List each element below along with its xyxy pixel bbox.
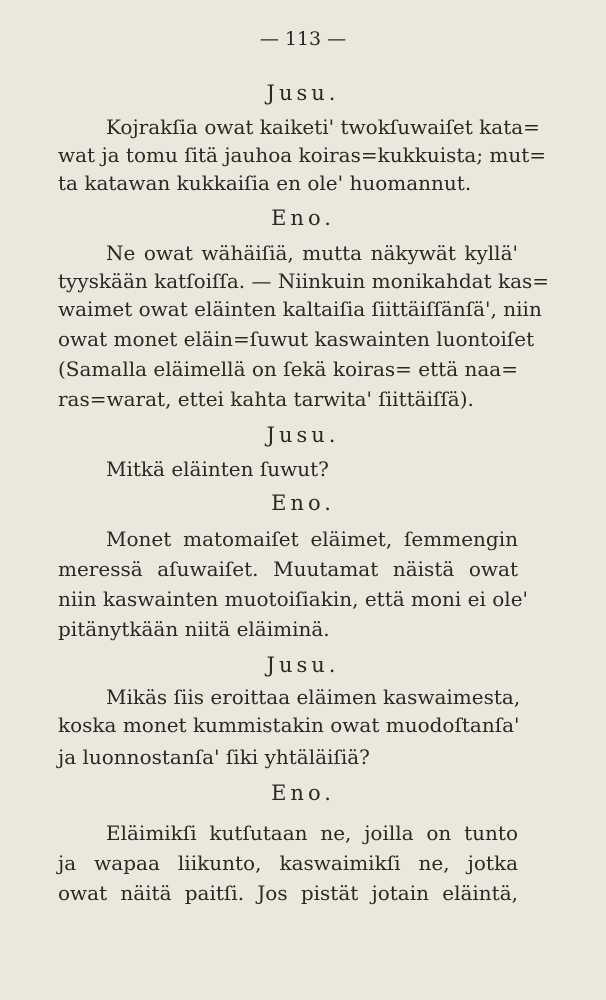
- text-line: niin kaswainten muotoiſiakin, että moni ei ole': [58, 587, 529, 611]
- text-line: ta katawan kukkaiſia en ole' huomannut.: [58, 171, 472, 195]
- text-line: koska monet kummistakin owat muodoſtanſa': [58, 713, 520, 737]
- text-line: Mikäs ſiis eroittaa eläimen kaswaimesta,: [106, 685, 521, 709]
- speaker-heading: Eno.: [271, 491, 335, 515]
- speaker-heading: Jusu.: [266, 653, 340, 677]
- text-line: Mitkä eläinten ſuwut?: [106, 457, 329, 481]
- text-line: ras=warat, ettei kahta tarwita' ſiittäiſſä).: [58, 387, 474, 411]
- speaker-heading: Eno.: [271, 781, 335, 805]
- text-line: owat näitä paitſi. Jos pistät jotain eläintä,: [58, 881, 518, 905]
- text-line: pitänytkään niitä eläiminä.: [58, 617, 330, 641]
- text-line: owat monet eläin=ſuwut kaswainten luontoiſet: [58, 327, 535, 351]
- page-number: — 113 —: [259, 28, 347, 50]
- text-line: Monet matomaiſet eläimet, ſemmengin: [106, 527, 518, 551]
- text-line: wat ja tomu ſitä jauhoa koiras=kukkuista; mut=: [58, 143, 547, 167]
- speaker-heading: Jusu.: [266, 423, 340, 447]
- speaker-heading: Eno.: [271, 206, 335, 230]
- text-line: tyyskään katſoiſſa. — Niinkuin monikahdat kas=: [58, 269, 550, 293]
- text-line: meressä aſuwaiſet. Muutamat näistä owat: [58, 557, 518, 581]
- text-line: Eläimikſi kutſutaan ne, joilla on tunto: [106, 821, 518, 845]
- text-line: ja luonnostanſa' ſiki yhtäläiſiä?: [58, 745, 370, 769]
- speaker-heading: Jusu.: [266, 81, 340, 105]
- text-line: Kojrakſia owat kaiketi' twokſuwaiſet kata=: [106, 115, 540, 139]
- text-line: waimet owat eläinten kaltaiſia ſiittäiſſänſä', niin: [58, 297, 542, 321]
- text-line: Ne owat wähäiſiä, mutta näkywät kyllä': [106, 241, 518, 265]
- text-line: (Samalla eläimellä on ſekä koiras= että naa=: [58, 357, 518, 381]
- text-line: ja wapaa liikunto, kaswaimikſi ne, jotka: [58, 851, 518, 875]
